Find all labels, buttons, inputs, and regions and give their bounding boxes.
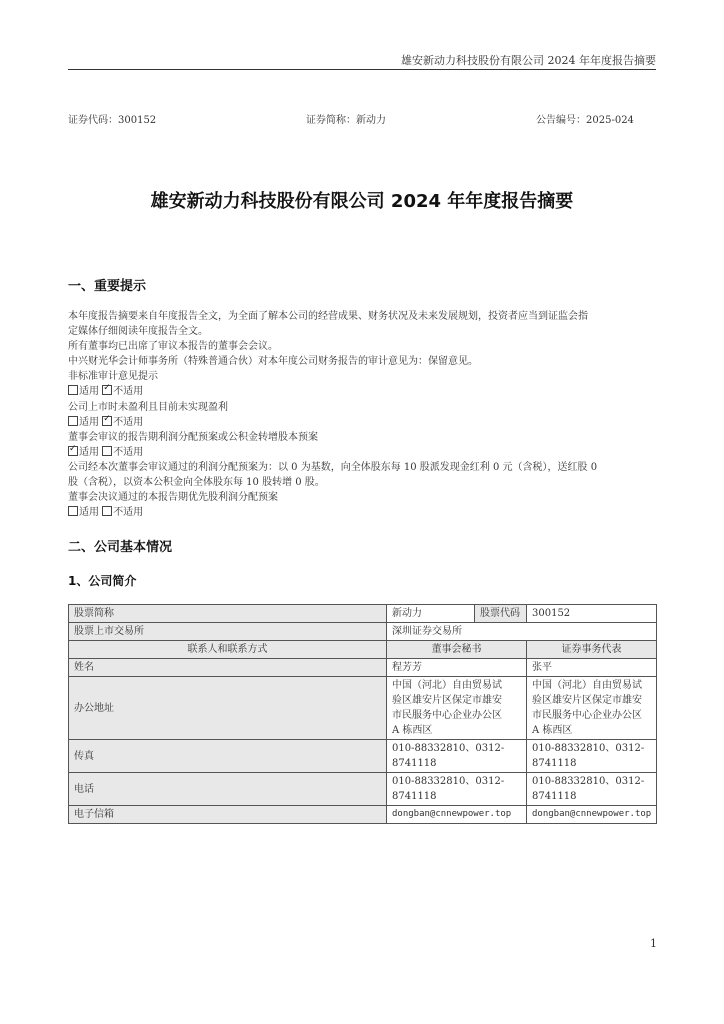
subsection-heading-company-profile: 1、公司简介	[68, 574, 137, 588]
table-value: 张平	[527, 659, 657, 677]
table-row	[69, 740, 657, 773]
table-row	[69, 677, 657, 740]
address-line: 中国（河北）自由贸易试	[532, 680, 642, 691]
stock-abbreviation: 证券简称：新动力	[306, 115, 386, 126]
fax-line: 8741118	[392, 758, 437, 769]
table-label: 股票代码	[475, 605, 527, 623]
option-label: 适用	[79, 416, 99, 428]
paragraph-line: 中兴财光华会计师事务所（特殊普通合伙）对本年度公司财务报告的审计意见为：保留意见。	[68, 356, 478, 368]
table-row	[69, 806, 657, 824]
document-title: 雄安新动力科技股份有限公司 2024 年年度报告摘要	[150, 191, 574, 212]
table-label: 办公地址	[69, 677, 387, 740]
fax-line: 8741118	[532, 758, 577, 769]
address-line: A 栋西区	[392, 725, 433, 736]
checkbox-checked-icon	[68, 446, 78, 456]
address-line: 市民服务中心企业办公区	[392, 710, 502, 721]
paragraph-line: 董事会审议的报告期利润分配预案或公积金转增股本预案	[68, 431, 318, 443]
phone-line: 010-88332810、0312-	[532, 776, 645, 787]
table-row	[69, 605, 657, 623]
checkbox-checked-icon	[102, 416, 112, 426]
checkbox-unchecked-icon	[102, 506, 112, 516]
option-row	[68, 415, 658, 430]
table-value: 深圳证券交易所	[387, 623, 657, 641]
table-value	[527, 677, 657, 740]
checkbox-unchecked-icon	[68, 385, 78, 395]
checkbox-unchecked-icon	[68, 416, 78, 426]
email-link[interactable]: dongban@cnnewpower.top	[527, 806, 657, 824]
stock-code: 证券代码：300152	[68, 115, 157, 126]
section-heading-important-notes: 一、重要提示	[68, 279, 147, 294]
header-rule	[68, 69, 656, 70]
paragraph-line: 董事会决议通过的本报告期优先股利润分配预案	[68, 492, 278, 504]
table-label: 传真	[69, 740, 387, 773]
table-header: 证券事务代表	[527, 641, 657, 659]
option-label: 不适用	[113, 446, 144, 458]
table-value	[527, 740, 657, 773]
checkbox-unchecked-icon	[102, 446, 112, 456]
paragraph-line: 股（含税），以资本公积金向全体股东每 10 股转增 0 股。	[68, 477, 325, 489]
table-label: 股票上市交易所	[69, 623, 387, 641]
phone-line: 8741118	[392, 791, 437, 802]
table-row	[69, 623, 657, 641]
table-value: 程芳芳	[387, 659, 527, 677]
notice-number: 公告编号：2025-024	[536, 115, 634, 126]
fax-line: 010-88332810、0312-	[532, 743, 645, 754]
table-label: 电话	[69, 773, 387, 806]
paragraph-line: 公司经本次董事会审议通过的利润分配预案为：以 0 为基数，向全体股东每 10 股派发现金红利 0 元（含税），送红股 0	[68, 461, 598, 473]
paragraph-line: 非标准审计意见提示	[68, 371, 158, 383]
table-value	[387, 677, 527, 740]
address-line: 验区雄安片区保定市雄安	[392, 695, 502, 706]
option-row	[68, 384, 658, 399]
option-label: 适用	[79, 386, 99, 398]
paragraph-line: 公司上市时未盈利且目前未实现盈利	[68, 401, 228, 413]
table-value	[387, 773, 527, 806]
table-value: 新动力	[387, 605, 475, 623]
page-number: 1	[650, 937, 657, 950]
fax-line: 010-88332810、0312-	[392, 743, 505, 754]
section-heading-company-basics: 二、公司基本情况	[68, 540, 173, 555]
table-value	[387, 740, 527, 773]
paragraph-line: 本年度报告摘要来自年度报告全文，为全面了解本公司的经营成果、财务状况及未来发展规划，投资者应当到证监会指	[68, 311, 588, 322]
address-line: 市民服务中心企业办公区	[532, 710, 642, 721]
option-label: 不适用	[113, 386, 144, 398]
option-label: 不适用	[113, 416, 144, 428]
address-line: 中国（河北）自由贸易试	[392, 680, 502, 691]
option-label: 适用	[79, 446, 99, 458]
paragraph-line: 定媒体仔细阅读年度报告全文。	[68, 326, 208, 338]
important-notes-body	[68, 309, 658, 520]
table-label: 姓名	[69, 659, 387, 677]
table-header: 董事会秘书	[387, 641, 527, 659]
table-header: 联系人和联系方式	[69, 641, 387, 659]
option-label: 不适用	[113, 507, 144, 519]
email-link[interactable]: dongban@cnnewpower.top	[387, 806, 527, 824]
table-value: 300152	[527, 605, 657, 623]
running-header: 雄安新动力科技股份有限公司 2024 年年度报告摘要	[401, 54, 656, 67]
table-value	[527, 773, 657, 806]
table-row	[69, 773, 657, 806]
phone-line: 010-88332810、0312-	[392, 776, 505, 787]
paragraph-line: 所有董事均已出席了审议本报告的董事会会议。	[68, 341, 278, 353]
address-line: A 栋西区	[532, 725, 573, 736]
checkbox-unchecked-icon	[68, 506, 78, 516]
company-profile-table	[68, 604, 657, 824]
table-label: 电子信箱	[69, 806, 387, 824]
option-row	[68, 505, 658, 520]
table-row	[69, 659, 657, 677]
table-row	[69, 641, 657, 659]
checkbox-checked-icon	[102, 385, 112, 395]
table-label: 股票简称	[69, 605, 387, 623]
option-label: 适用	[79, 507, 99, 519]
option-row	[68, 445, 658, 460]
address-line: 验区雄安片区保定市雄安	[532, 695, 642, 706]
phone-line: 8741118	[532, 791, 577, 802]
